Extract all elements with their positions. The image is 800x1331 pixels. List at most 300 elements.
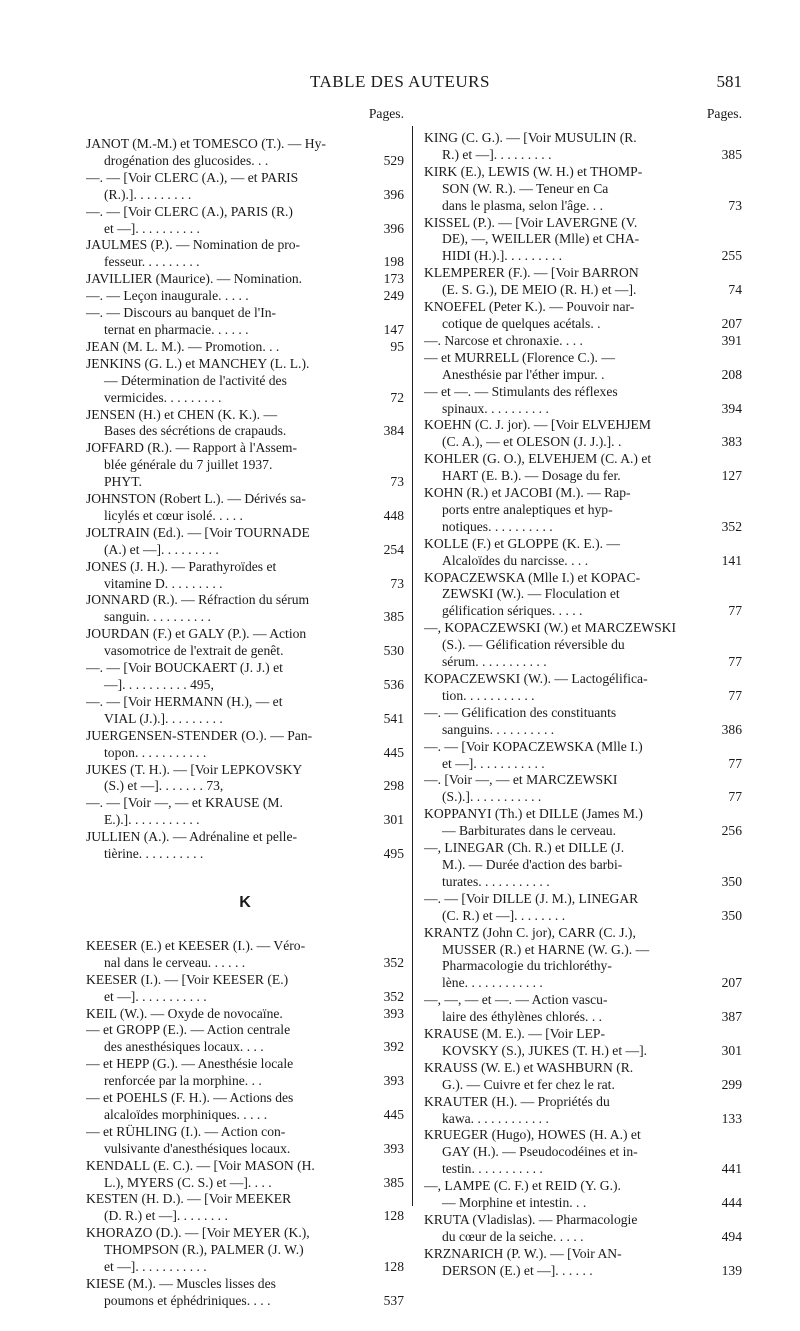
entry-page: 541 xyxy=(383,710,404,726)
entry-text: VIAL (J.).]. . . . . . . . . xyxy=(104,710,223,726)
index-entry xyxy=(86,694,404,728)
entry-page: 385 xyxy=(383,1174,404,1190)
index-entry xyxy=(424,485,742,536)
index-entry xyxy=(424,570,742,621)
index-entry xyxy=(424,451,742,485)
entry-text: et —]. . . . . . . . . . . xyxy=(104,988,207,1004)
entry-text: KOPACZEWSKI (W.). — Lactogélifica- xyxy=(424,671,648,686)
entry-text: du cœur de la seiche. . . . . xyxy=(442,1228,584,1244)
entry-text: KRAUSE (M. E.). — [Voir LEP- xyxy=(424,1026,605,1042)
entry-line xyxy=(86,1006,404,1023)
entry-line xyxy=(424,1077,742,1094)
entry-text: gélification sériques. . . . . xyxy=(442,603,583,619)
entry-page: 448 xyxy=(383,507,404,523)
entry-line xyxy=(86,254,404,271)
entry-text: renforcée par la morphine. . . xyxy=(104,1073,262,1089)
entry-page: 207 xyxy=(721,975,742,991)
entry-line xyxy=(424,1026,742,1043)
index-entry xyxy=(424,772,742,806)
entry-text: PHYT. xyxy=(104,474,142,490)
entry-text: —. — [Voir CLERC (A.), — et PARIS xyxy=(86,169,299,185)
entry-line xyxy=(86,491,404,508)
index-entry xyxy=(424,992,742,1026)
entry-page: 383 xyxy=(721,434,742,450)
entry-text: HART (E. B.). — Dosage du fer. xyxy=(442,468,621,484)
entry-line xyxy=(424,1144,742,1161)
entry-line xyxy=(424,620,742,637)
index-entry xyxy=(424,1246,742,1280)
entry-page: 127 xyxy=(721,468,742,484)
index-entry xyxy=(86,972,404,1006)
entry-line xyxy=(424,654,742,671)
entry-text: ports entre analeptiques et hyp- xyxy=(442,501,613,517)
entry-text: KRZNARICH (P. W.). — [Voir AN- xyxy=(424,1245,622,1261)
index-entry xyxy=(86,491,404,525)
index-entry xyxy=(86,1022,404,1056)
entry-text: (R.).]. . . . . . . . . xyxy=(104,186,192,202)
entry-text: sérum. . . . . . . . . . . xyxy=(442,654,547,670)
index-entry xyxy=(86,356,404,407)
entry-page: 529 xyxy=(383,152,404,168)
entry-line xyxy=(424,333,742,350)
entry-line xyxy=(424,874,742,891)
index-entry xyxy=(424,840,742,891)
entry-line xyxy=(86,745,404,762)
entry-line xyxy=(86,288,404,305)
entry-page: 444 xyxy=(721,1195,742,1211)
index-entry xyxy=(424,299,742,333)
entry-line xyxy=(86,938,404,955)
entry-text: JEAN (M. L. M.). — Promotion. . . xyxy=(86,338,280,354)
entry-text: KEESER (I.). — [Voir KEESER (E.) xyxy=(86,971,289,987)
entry-line xyxy=(424,1009,742,1026)
entry-page: 441 xyxy=(721,1161,742,1177)
entry-page: 207 xyxy=(721,315,742,331)
pages-label: Pages. xyxy=(706,106,742,121)
index-entry xyxy=(424,1094,742,1128)
entry-line xyxy=(424,722,742,739)
entry-line xyxy=(424,181,742,198)
entry-text: JUERGENSEN-STENDER (O.). — Pan- xyxy=(86,727,313,743)
entry-line xyxy=(424,1246,742,1263)
entry-text: drogénation des glucosides. . . xyxy=(104,152,269,168)
index-entry xyxy=(424,620,742,671)
entry-line xyxy=(424,468,742,485)
entry-text: — Barbiturates dans le cerveau. xyxy=(442,823,617,839)
entries-j xyxy=(86,136,404,863)
entry-line xyxy=(86,1276,404,1293)
entry-line xyxy=(424,434,742,451)
entry-line xyxy=(86,322,404,339)
entry-line xyxy=(424,265,742,282)
entry-text: KISSEL (P.). — [Voir LAVERGNE (V. xyxy=(424,214,638,230)
index-entry xyxy=(424,891,742,925)
entry-text: KIESE (M.). — Muscles lisses des xyxy=(86,1276,276,1291)
entry-text: KRAUTER (H.). — Propriétés du xyxy=(424,1093,610,1109)
entry-line xyxy=(86,677,404,694)
entry-text: blée générale du 7 juillet 1937. xyxy=(104,457,273,473)
entry-text: SON (W. R.). — Teneur en Ca xyxy=(442,180,609,196)
entry-line xyxy=(86,373,404,390)
entry-text: —]. . . . . . . . . . 495, xyxy=(104,677,214,692)
entry-line xyxy=(86,812,404,829)
entry-page: 77 xyxy=(728,687,742,703)
entry-line xyxy=(86,660,404,677)
entry-text: JUKES (T. H.). — [Voir LEPKOVSKY xyxy=(86,761,303,777)
page-header xyxy=(0,72,800,96)
entry-line xyxy=(424,282,742,299)
entry-text: JOURDAN (F.) et GALY (P.). — Action xyxy=(86,626,307,642)
entry-line xyxy=(424,891,742,908)
entry-line xyxy=(424,603,742,620)
entry-line xyxy=(424,1127,742,1144)
entry-page: 128 xyxy=(383,1259,404,1275)
entry-text: — et —. — Stimulants des réflexes xyxy=(424,383,618,399)
entry-line xyxy=(424,806,742,823)
entry-text: KENDALL (E. C.). — [Voir MASON (H. xyxy=(86,1157,315,1173)
entry-text: (S.) et —]. . . . . . . 73, xyxy=(104,778,224,794)
entry-text: alcaloïdes morphiniques. . . . . xyxy=(104,1106,268,1122)
entry-line xyxy=(86,778,404,795)
entry-line xyxy=(86,846,404,863)
entry-line xyxy=(86,153,404,170)
entry-text: JONES (J. H.). — Parathyroïdes et xyxy=(86,558,277,574)
entry-line xyxy=(424,1060,742,1077)
index-entry xyxy=(86,339,404,356)
entry-text: —. — Gélification des constituants xyxy=(424,704,617,720)
entry-line xyxy=(86,339,404,356)
entry-page: 254 xyxy=(383,541,404,557)
entry-line xyxy=(86,626,404,643)
entry-page: 396 xyxy=(383,186,404,202)
entry-line xyxy=(86,187,404,204)
entry-text: —. — Leçon inaugurale. . . . . xyxy=(86,288,249,304)
entry-page: 530 xyxy=(383,643,404,659)
entry-page: 350 xyxy=(721,873,742,889)
entry-text: —. Narcose et chronaxie. . . . xyxy=(424,332,583,348)
page-title: TABLE DES AUTEURS xyxy=(310,72,490,91)
section-letter: K xyxy=(239,893,251,911)
index-entry xyxy=(424,1026,742,1060)
index-entry xyxy=(86,288,404,305)
entry-page: 385 xyxy=(383,609,404,625)
entry-text: licylés et cœur isolé. . . . . xyxy=(104,507,243,523)
entry-page: 301 xyxy=(383,812,404,828)
entry-line xyxy=(424,231,742,248)
entry-page: 352 xyxy=(383,988,404,1004)
entry-text: —, —, — et —. — Action vascu- xyxy=(424,992,608,1008)
entry-text: (D. R.) et —]. . . . . . . . xyxy=(104,1208,228,1224)
entry-text: KESTEN (H. D.). — [Voir MEEKER xyxy=(86,1191,292,1207)
entry-line xyxy=(86,1208,404,1225)
entries-k-right xyxy=(424,130,742,1280)
entry-text: et —]. . . . . . . . . . xyxy=(104,220,200,236)
entry-text: Anesthésie par l'éther impur. . xyxy=(442,366,605,382)
entry-page: 141 xyxy=(721,552,742,568)
entry-text: turates. . . . . . . . . . . xyxy=(442,873,550,889)
entry-line xyxy=(424,908,742,925)
index-entry xyxy=(424,164,742,215)
index-entry xyxy=(86,271,404,288)
entry-line xyxy=(424,519,742,536)
index-entry xyxy=(86,762,404,796)
entry-page: 387 xyxy=(721,1009,742,1025)
entry-text: KRAUSS (W. E.) et WASHBURN (R. xyxy=(424,1059,634,1075)
entry-line xyxy=(86,711,404,728)
entry-text: JULLIEN (A.). — Adrénaline et pelle- xyxy=(86,829,298,845)
entry-text: —. [Voir —, — et MARCZEWSKI xyxy=(424,772,618,788)
entry-page: 445 xyxy=(383,1106,404,1122)
entry-line xyxy=(424,688,742,705)
entry-page: 72 xyxy=(390,389,404,405)
entry-text: et —]. . . . . . . . . . . xyxy=(104,1259,207,1275)
index-entry xyxy=(86,1276,404,1310)
entry-text: JENSEN (H.) et CHEN (K. K.). — xyxy=(86,406,278,422)
entry-page: 249 xyxy=(383,288,404,304)
entry-line xyxy=(424,942,742,959)
entry-line xyxy=(424,502,742,519)
entry-page: 352 xyxy=(383,954,404,970)
index-entry xyxy=(424,1212,742,1246)
entry-line xyxy=(86,525,404,542)
entry-text: tièrine. . . . . . . . . . xyxy=(104,846,204,862)
entry-text: dans le plasma, selon l'âge. . . xyxy=(442,197,604,213)
entry-page: 133 xyxy=(721,1110,742,1126)
entry-page: 198 xyxy=(383,254,404,270)
entry-text: — et HEPP (G.). — Anesthésie locale xyxy=(86,1056,294,1072)
index-entry xyxy=(86,170,404,204)
index-entry xyxy=(424,1060,742,1094)
entry-page: 393 xyxy=(383,1005,404,1021)
entry-page: 350 xyxy=(721,907,742,923)
entry-text: des anesthésiques locaux. . . . xyxy=(104,1039,264,1055)
pages-label: Pages. xyxy=(368,106,404,121)
entry-line xyxy=(424,164,742,181)
entry-text: (C. R.) et —]. . . . . . . . xyxy=(442,907,566,923)
entry-page: 445 xyxy=(383,744,404,760)
entry-line xyxy=(424,705,742,722)
entry-line xyxy=(86,508,404,525)
entry-page: 394 xyxy=(721,400,742,416)
entry-text: spinaux. . . . . . . . . . xyxy=(442,400,549,416)
index-entry xyxy=(86,660,404,694)
entry-line xyxy=(86,457,404,474)
entry-text: —. — Discours au banquet de l'In- xyxy=(86,305,277,321)
index-entry xyxy=(424,417,742,451)
entry-line xyxy=(424,451,742,468)
entry-text: —. — [Voir DILLE (J. M.), LINEGAR xyxy=(424,890,639,906)
index-entry xyxy=(86,1056,404,1090)
entry-line xyxy=(86,390,404,407)
entry-text: KOVSKY (S.), JUKES (T. H.) et —]. xyxy=(442,1042,648,1058)
entry-text: KING (C. G.). — [Voir MUSULIN (R. xyxy=(424,130,637,145)
entry-line xyxy=(86,474,404,491)
entry-text: (C. A.), — et OLESON (J. J.).]. . xyxy=(442,434,622,450)
entry-line xyxy=(424,215,742,232)
entry-text: G.). — Cuivre et fer chez le rat. xyxy=(442,1076,615,1092)
entry-page: 298 xyxy=(383,778,404,794)
entry-line xyxy=(424,772,742,789)
entry-line xyxy=(86,1141,404,1158)
entry-line xyxy=(86,592,404,609)
index-entry xyxy=(86,592,404,626)
entry-page: 208 xyxy=(721,366,742,382)
entry-line xyxy=(424,1178,742,1195)
column-divider xyxy=(412,126,413,1206)
entry-text: —, LINEGAR (Ch. R.) et DILLE (J. xyxy=(424,840,625,856)
entry-line xyxy=(86,305,404,322)
entry-line xyxy=(86,1124,404,1141)
entry-line xyxy=(424,1161,742,1178)
entry-text: vasomotrice de l'extrait de genêt. xyxy=(104,643,284,659)
entry-line xyxy=(424,316,742,333)
entry-line xyxy=(86,1293,404,1310)
entry-text: KLEMPERER (F.). — [Voir BARRON xyxy=(424,265,639,281)
entry-page: 352 xyxy=(721,518,742,534)
entry-text: et —]. . . . . . . . . . . xyxy=(442,755,545,771)
entry-text: sanguins. . . . . . . . . . xyxy=(442,721,555,737)
entry-text: vitamine D. . . . . . . . . xyxy=(104,575,223,591)
entry-page: 77 xyxy=(728,603,742,619)
index-entry xyxy=(424,350,742,384)
entry-line xyxy=(424,857,742,874)
entry-page: 393 xyxy=(383,1140,404,1156)
entry-line xyxy=(86,170,404,187)
page-number: 581 xyxy=(716,72,742,91)
entry-text: (A.) et —]. . . . . . . . . xyxy=(104,541,219,557)
entry-line xyxy=(86,440,404,457)
entry-page: 256 xyxy=(721,823,742,839)
entry-line xyxy=(424,671,742,688)
index-entry xyxy=(86,1225,404,1276)
entry-page: 393 xyxy=(383,1073,404,1089)
entry-text: cotique de quelques acétals. . xyxy=(442,315,601,331)
entry-line xyxy=(86,1107,404,1124)
entry-page: 147 xyxy=(383,321,404,337)
index-entry xyxy=(86,1158,404,1192)
entry-text: laire des éthylènes chlorés. . . xyxy=(442,1009,603,1025)
entry-line xyxy=(86,1191,404,1208)
entry-line xyxy=(86,1056,404,1073)
entry-text: lène. . . . . . . . . . . . xyxy=(442,975,543,991)
entry-text: vermicides. . . . . . . . . xyxy=(104,389,222,405)
entry-text: KOHLER (G. O.), ELVEHJEM (C. A.) et xyxy=(424,451,652,467)
entry-page: 536 xyxy=(383,677,404,692)
entry-page: 77 xyxy=(728,755,742,771)
entry-line xyxy=(424,130,742,147)
entry-line xyxy=(86,407,404,424)
index-entry xyxy=(424,536,742,570)
entry-text: — et RÜHLING (I.). — Action con- xyxy=(86,1123,286,1139)
index-entry xyxy=(424,333,742,350)
entry-text: Alcaloïdes du narcisse. . . . xyxy=(442,552,589,568)
entry-line xyxy=(86,1259,404,1276)
entry-text: Bases des sécrétions de crapauds. xyxy=(104,423,287,439)
entry-line xyxy=(86,762,404,779)
entry-page: 392 xyxy=(383,1039,404,1055)
entry-text: KIRK (E.), LEWIS (W. H.) et THOMP- xyxy=(424,163,643,179)
entry-line xyxy=(424,925,742,942)
entry-text: nal dans le cerveau. . . . . . xyxy=(104,954,246,970)
entry-text: JOHNSTON (Robert L.). — Dérivés sa- xyxy=(86,491,306,507)
index-entry xyxy=(424,130,742,164)
entry-line xyxy=(86,955,404,972)
entry-line xyxy=(424,992,742,1009)
entry-text: — Détermination de l'activité des xyxy=(104,372,287,388)
entry-line xyxy=(424,958,742,975)
entry-line xyxy=(86,221,404,238)
entry-text: testin. . . . . . . . . . . xyxy=(442,1161,543,1177)
entry-text: —. — [Voir HERMANN (H.), — et xyxy=(86,693,283,709)
entry-page: 77 xyxy=(728,789,742,805)
index-entry xyxy=(86,938,404,972)
entry-line xyxy=(424,756,742,773)
entry-page: 396 xyxy=(383,220,404,236)
index-entry xyxy=(86,1191,404,1225)
entry-text: KOLLE (F.) et GLOPPE (K. E.). — xyxy=(424,535,620,551)
entry-text: THOMPSON (R.), PALMER (J. W.) xyxy=(104,1242,304,1258)
entry-text: sanguin. . . . . . . . . . xyxy=(104,609,211,625)
entry-text: KEESER (E.) et KEESER (I.). — Véro- xyxy=(86,937,306,953)
entry-line xyxy=(86,356,404,373)
entry-line xyxy=(424,198,742,215)
entry-page: 73 xyxy=(728,197,742,213)
entry-line xyxy=(424,975,742,992)
entry-text: JAVILLIER (Maurice). — Nomination. xyxy=(86,271,303,287)
right-column xyxy=(424,104,742,1280)
entry-line xyxy=(424,789,742,806)
entry-text: KRUTA (Vladislas). — Pharmacologie xyxy=(424,1212,638,1227)
entry-line xyxy=(424,417,742,434)
entry-text: L.), MYERS (C. S.) et —]. . . . xyxy=(104,1174,272,1190)
index-entry xyxy=(86,136,404,170)
index-entry xyxy=(86,626,404,660)
entry-line xyxy=(424,147,742,164)
entry-page: 385 xyxy=(721,146,742,162)
entry-text: (S.). — Gélification réversible du xyxy=(442,637,625,653)
entry-text: — et MURRELL (Florence C.). — xyxy=(424,349,615,365)
entry-text: —, KOPACZEWSKI (W.) et MARCZEWSKI xyxy=(424,620,676,636)
entry-line xyxy=(424,1111,742,1128)
entry-line xyxy=(424,536,742,553)
index-entry xyxy=(86,1124,404,1158)
entry-text: GAY (H.). — Pseudocodéines et in- xyxy=(442,1144,638,1160)
entry-line xyxy=(86,1039,404,1056)
entry-page: 74 xyxy=(728,282,742,298)
entry-text: KRUEGER (Hugo), HOWES (H. A.) et xyxy=(424,1127,641,1143)
entry-text: KHORAZO (D.). — [Voir MEYER (K.), xyxy=(86,1225,310,1241)
entry-line xyxy=(86,423,404,440)
index-entry xyxy=(424,1178,742,1212)
entry-line xyxy=(424,553,742,570)
entry-text: —. — [Voir BOUCKAERT (J. J.) et xyxy=(86,660,283,676)
index-entry xyxy=(424,384,742,418)
entry-page: 386 xyxy=(721,721,742,737)
entry-text: Pharmacologie du trichloréthy- xyxy=(442,958,612,974)
entry-page: 384 xyxy=(383,423,404,439)
entry-line xyxy=(86,795,404,812)
index-entry xyxy=(86,829,404,863)
entry-page: 139 xyxy=(721,1262,742,1278)
entry-line xyxy=(424,350,742,367)
index-entry xyxy=(86,728,404,762)
index-entry xyxy=(424,705,742,739)
entries-k xyxy=(86,938,404,1310)
entry-line xyxy=(86,1158,404,1175)
index-entry xyxy=(86,237,404,271)
entry-text: KEIL (W.). — Oxyde de novocaïne. xyxy=(86,1005,283,1021)
entry-page: 128 xyxy=(383,1208,404,1224)
